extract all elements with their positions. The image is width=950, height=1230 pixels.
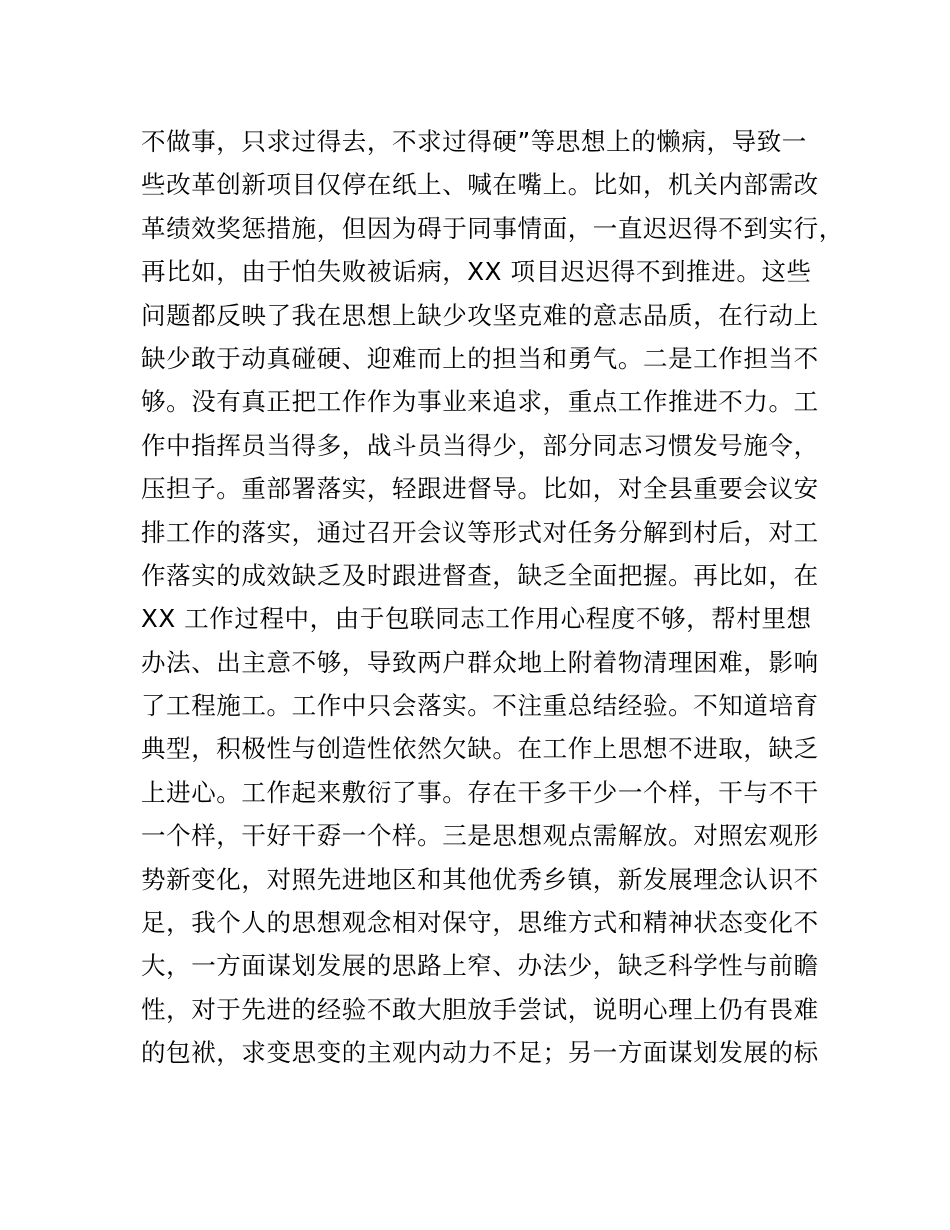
text-line: 够。没有真正把工作作为事业来追求，重点工作推进不力。工 [141,387,819,417]
text-line: 足，我个人的思想观念相对保守，思维方式和精神状态变化不 [141,908,819,938]
text-line: 性，对于先进的经验不敢大胆放手尝试，说明心理上仍有畏难 [141,994,819,1024]
text-line: 办法、出主意不够，导致两户群众地上附着物清理困难，影响 [141,647,819,677]
text-line: 革绩效奖惩措施，但因为碍于同事情面，一直迟迟得不到实行， [141,213,844,243]
text-line: 作落实的成效缺乏及时跟进督查，缺乏全面把握。再比如，在 [141,560,819,590]
text-line: 典型，积极性与创造性依然欠缺。在工作上思想不进取，缺乏 [141,734,819,764]
text-line: 些改革创新项目仅停在纸上、喊在嘴上。比如，机关内部需改 [141,170,819,200]
text-line: 上进心。工作起来敷衍了事。存在干多干少一个样，干与不干 [141,777,819,807]
text-line: 大，一方面谋划发展的思路上窄、办法少，缺乏科学性与前瞻 [141,951,819,981]
text-line: 压担子。重部署落实，轻跟进督导。比如，对全县重要会议安 [141,474,819,504]
text-line: 不做事，只求过得去，不求过得硬”等思想上的懒病，导致一 [141,127,807,156]
text-line: 再比如，由于怕失败被诟病，XX 项目迟迟得不到推进。这些 [141,257,812,287]
text-line: 排工作的落实，通过召开会议等形式对任务分解到村后，对工 [141,517,819,547]
text-line: 问题都反映了我在思想上缺少攻坚克难的意志品质，在行动上 [141,300,819,330]
text-line: 缺少敢于动真碰硬、迎难而上的担当和勇气。二是工作担当不 [141,343,819,373]
text-line: 一个样，干好干孬一个样。三是思想观点需解放。对照宏观形 [141,821,819,851]
text-line: XX 工作过程中，由于包联同志工作用心程度不够，帮村里想 [141,604,812,634]
text-line: 势新变化，对照先进地区和其他优秀乡镇，新发展理念认识不 [141,864,819,894]
text-line: 的包袱，求变思变的主观内动力不足；另一方面谋划发展的标 [141,1038,819,1068]
body-text [141,120,844,1075]
text-line: 了工程施工。工作中只会落实。不注重总结经验。不知道培育 [141,691,819,721]
text-line: 作中指挥员当得多，战斗员当得少，部分同志习惯发号施令， [141,430,819,460]
